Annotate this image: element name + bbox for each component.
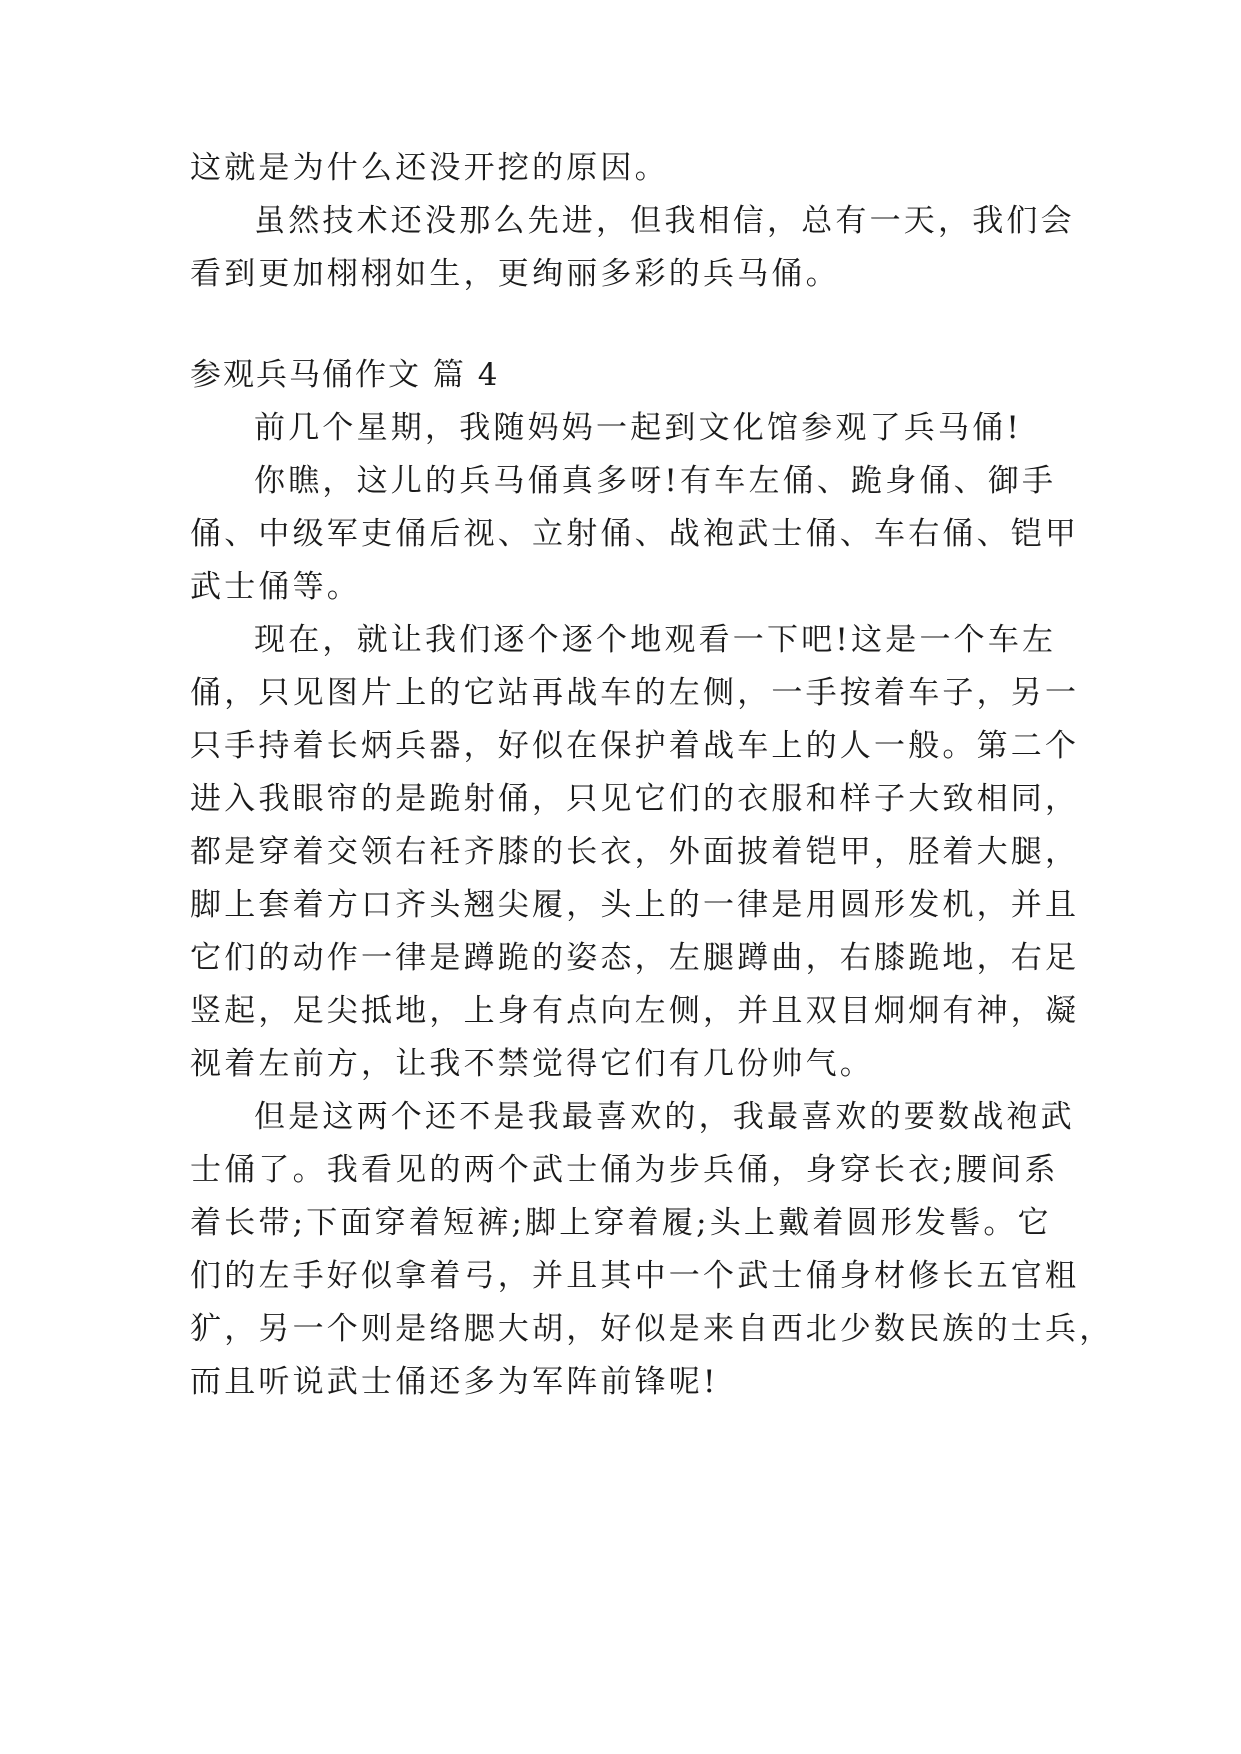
paragraph-first-line: 但是这两个还不是我最喜欢的，我最喜欢的要数战袍武 (254, 1099, 1075, 1135)
paragraph-first-line: 前几个星期，我随妈妈一起到文化馆参观了兵马俑! (254, 410, 1023, 446)
text-line: 竖起，足尖抵地，上身有点向左侧，并且双目炯炯有神，凝 (190, 993, 1080, 1029)
text-line: 都是穿着交领右衽齐膝的长衣，外面披着铠甲，胫着大腿， (190, 834, 1080, 870)
text-line: 们的左手好似拿着弓，并且其中一个武士俑身材修长五官粗 (190, 1258, 1080, 1294)
text-line: 看到更加栩栩如生，更绚丽多彩的兵马俑。 (190, 256, 840, 292)
text-line: 着长带;下面穿着短裤;脚上穿着履;头上戴着圆形发髻。它 (190, 1205, 1052, 1241)
text-line: 俑、中级军吏俑后视、立射俑、战袍武士俑、车右俑、铠甲 (190, 516, 1080, 552)
text-line: 犷，另一个则是络腮大胡，好似是来自西北少数民族的士兵， (190, 1311, 1114, 1347)
text-line: 进入我眼帘的是跪射俑，只见它们的衣服和样子大致相同， (190, 781, 1080, 817)
text-line: 而且听说武士俑还多为军阵前锋呢! (190, 1364, 719, 1400)
text-line: 只手持着长炳兵器，好似在保护着战车上的人一般。第二个 (190, 728, 1080, 764)
text-line: 士俑了。我看见的两个武士俑为步兵俑，身穿长衣;腰间系 (190, 1152, 1059, 1188)
text-line: 这就是为什么还没开挖的原因。 (190, 150, 669, 186)
text-line: 武士俑等。 (190, 569, 361, 605)
paragraph-first-line: 现在，就让我们逐个逐个地观看一下吧!这是一个车左 (254, 622, 1057, 658)
text-line: 它们的动作一律是蹲跪的姿态，左腿蹲曲，右膝跪地，右足 (190, 940, 1080, 976)
text-line: 脚上套着方口齐头翘尖履，头上的一律是用圆形发机，并且 (190, 887, 1080, 923)
section-heading: 参观兵马俑作文 篇 4 (190, 357, 500, 393)
text-line: 视着左前方，让我不禁觉得它们有几份帅气。 (190, 1046, 874, 1082)
paragraph-first-line: 你瞧，这儿的兵马俑真多呀!有车左俑、跪身俑、御手 (254, 463, 1057, 499)
paragraph-first-line: 虽然技术还没那么先进，但我相信，总有一天，我们会 (254, 203, 1075, 239)
text-line: 俑，只见图片上的它站再战车的左侧，一手按着车子，另一 (190, 675, 1080, 711)
